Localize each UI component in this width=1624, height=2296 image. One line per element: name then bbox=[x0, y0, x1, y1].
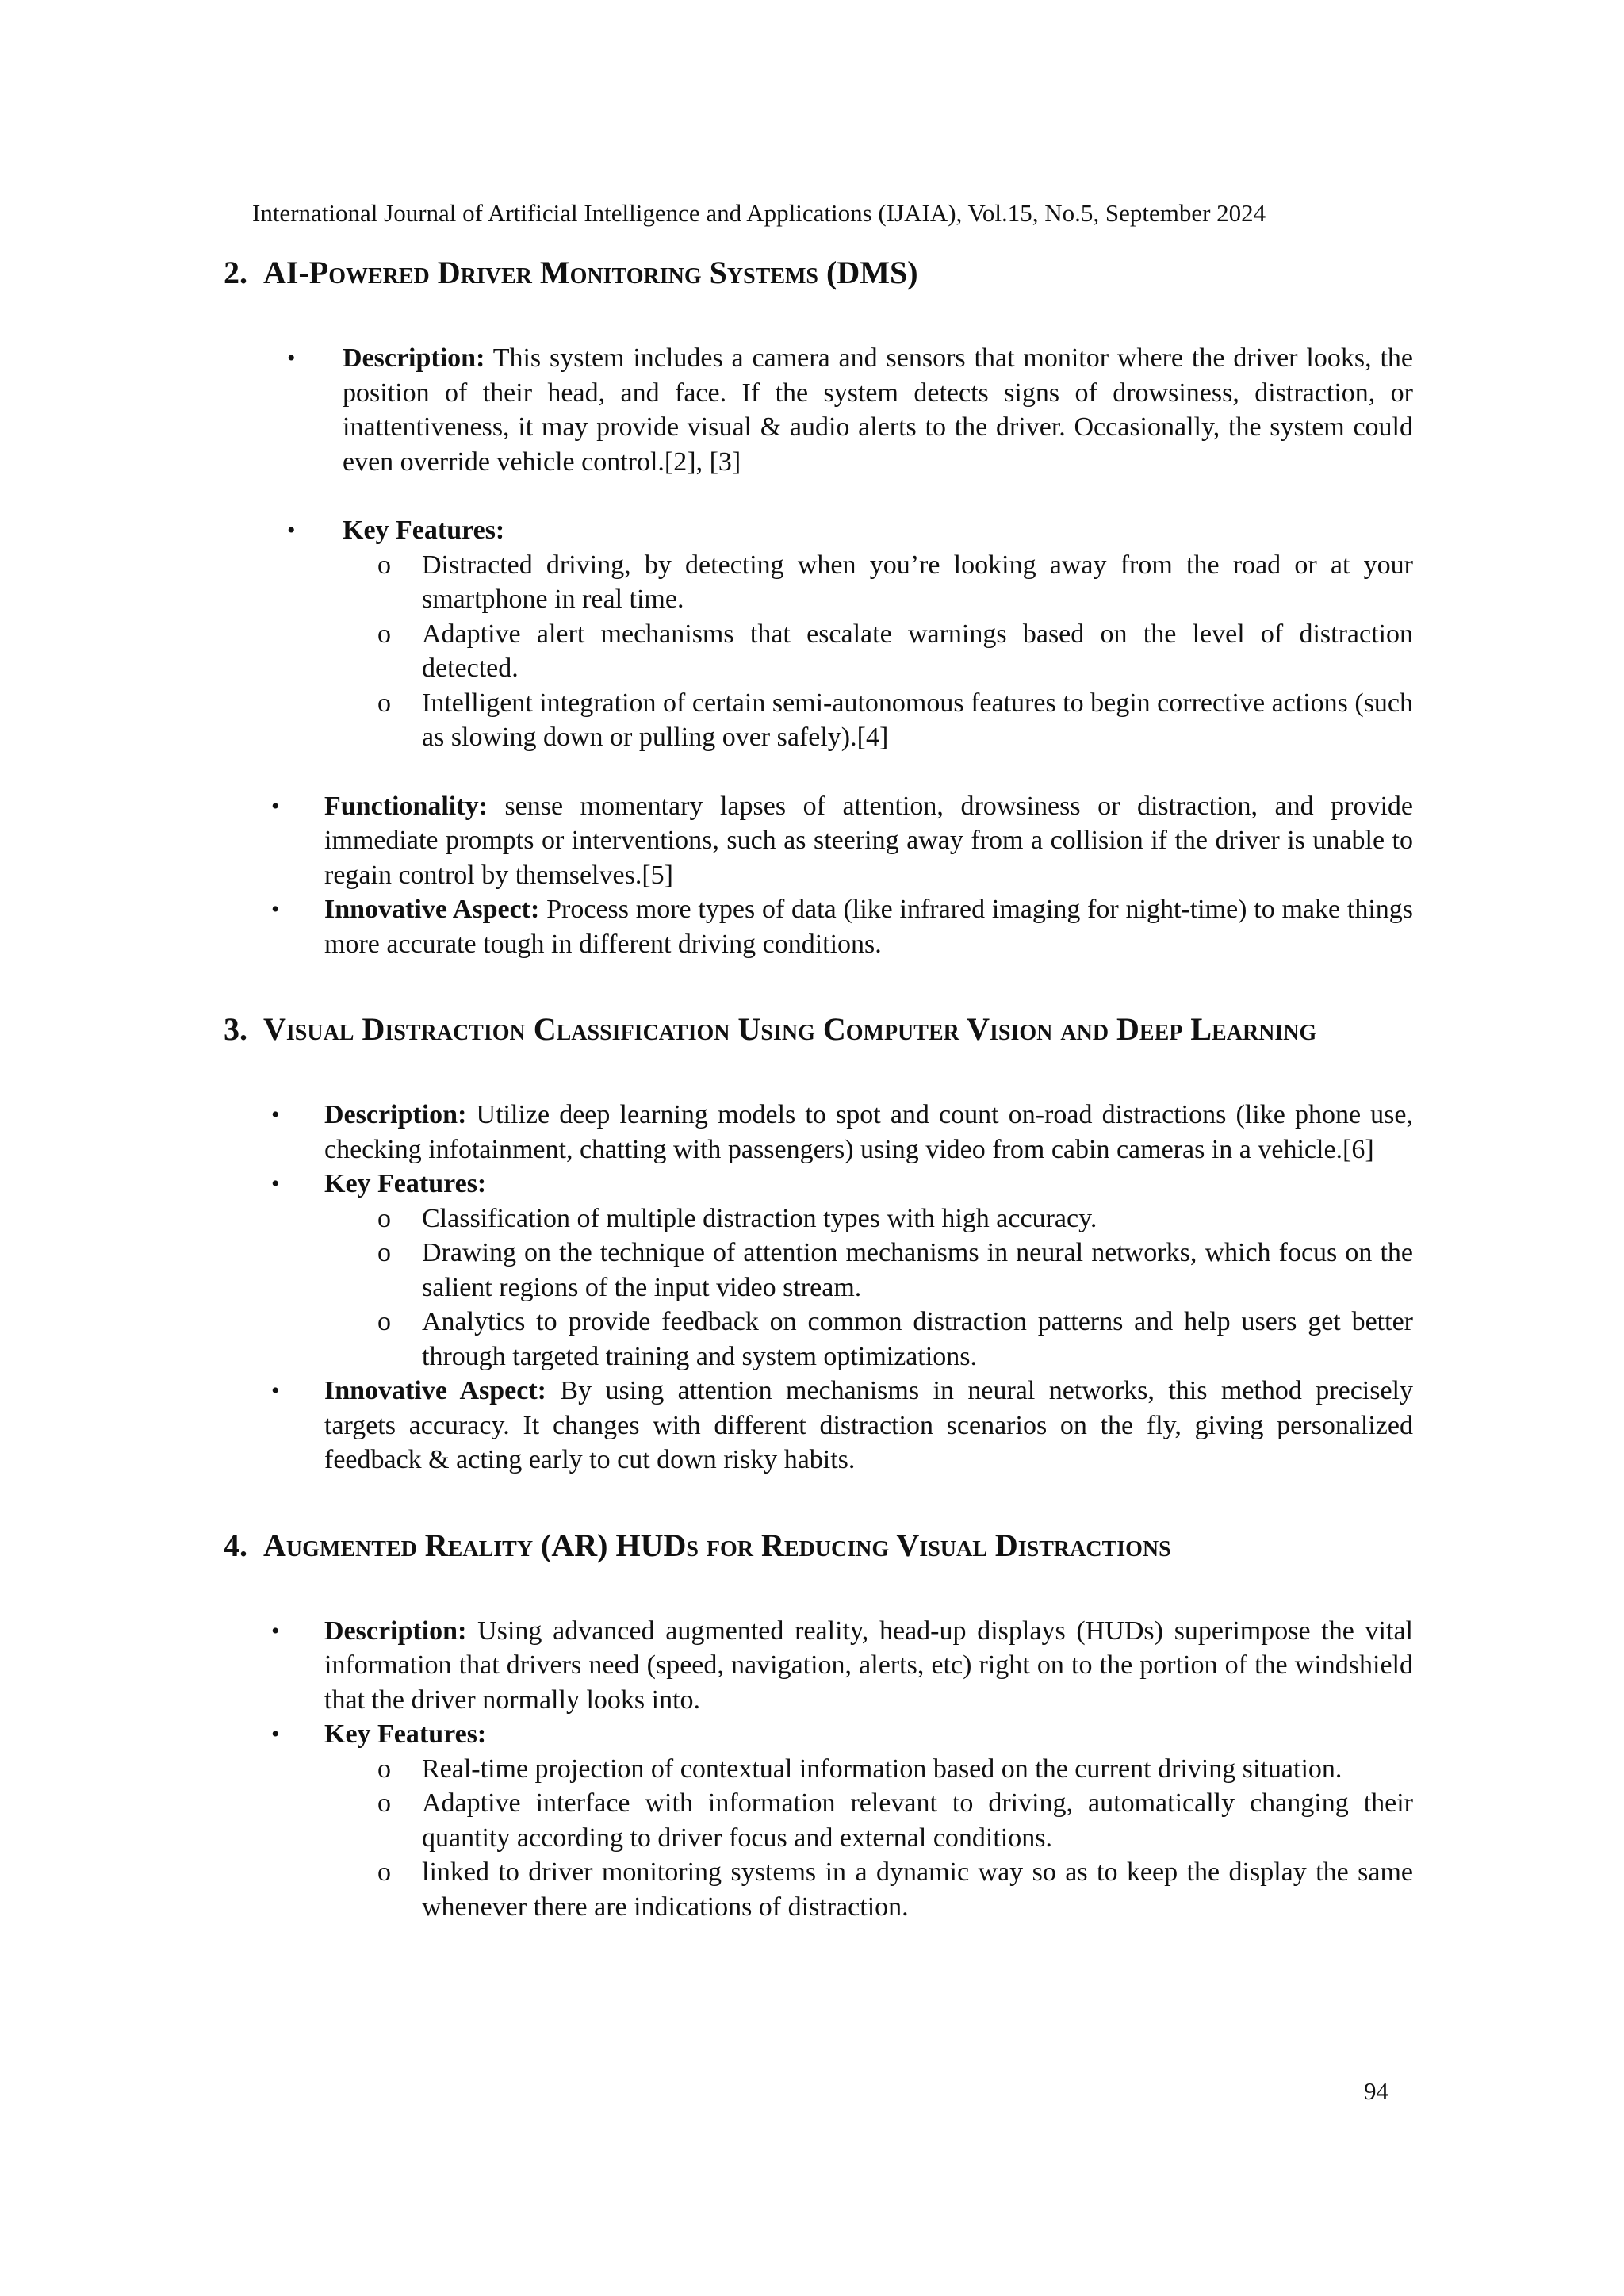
item-label: Functionality: bbox=[324, 791, 488, 821]
sub-list-item: o Drawing on the technique of attention mechanisms in neural networks, which focus on the salient regions of the input video stream. bbox=[422, 1236, 1413, 1305]
bullet-list bbox=[224, 789, 1413, 962]
sub-list-item: o Adaptive alert mechanisms that escalate warnings based on the level of distraction detected. bbox=[422, 617, 1413, 686]
section-heading bbox=[224, 1524, 1413, 1568]
section-title: AI-Powered Driver Monitoring Systems (DMS) bbox=[263, 255, 918, 290]
item-text: sense momentary lapses of attention, drowsiness or distraction, and provide immediate prompts or interventions, such as steering away from a collision if the driver is unable to regain control by themselves.[5] bbox=[324, 791, 1413, 890]
item-text: Using advanced augmented reality, head-up displays (HUDs) superimpose the vital information that drivers need (speed, navigation, alerts, etc) right on to the portion of the windshield that the driver normally looks into. bbox=[324, 1616, 1413, 1715]
section-2 bbox=[224, 251, 1413, 961]
section-number: 3. bbox=[224, 1011, 247, 1047]
sub-list bbox=[324, 1752, 1413, 1925]
item-label: Key Features: bbox=[343, 516, 505, 545]
item-label: Key Features: bbox=[324, 1169, 487, 1198]
list-item-key-features bbox=[224, 1167, 1413, 1374]
section-title: Augmented Reality (AR) HUDs for Reducing Visual Distractions bbox=[263, 1527, 1171, 1563]
list-item-key-features bbox=[224, 1717, 1413, 1924]
list-item-functionality bbox=[224, 789, 1413, 893]
sub-list bbox=[324, 1202, 1413, 1374]
item-label: Innovative Aspect: bbox=[324, 895, 540, 924]
sub-list bbox=[343, 548, 1413, 755]
sub-list-item: o Classification of multiple distraction types with high accuracy. bbox=[422, 1202, 1413, 1236]
item-text: Utilize deep learning models to spot and count on-road distractions (like phone use, checking infotainment, chatting with passengers) using video from cabin cameras in a vehicle.[6] bbox=[324, 1100, 1413, 1164]
bullet-list bbox=[224, 1098, 1413, 1478]
section-4 bbox=[224, 1524, 1413, 1925]
sub-list-item: o Distracted driving, by detecting when you’re looking away from the road or at your smartphone in real time. bbox=[422, 548, 1413, 617]
item-text: Process more types of data (like infrared imaging for night-time) to make things more accurate tough in different driving conditions. bbox=[324, 895, 1414, 959]
section-heading bbox=[224, 1007, 1413, 1052]
running-header: International Journal of Artificial Intelligence and Applications (IJAIA), Vol.15, No.5, September 2024 bbox=[252, 199, 1266, 227]
bullet-list bbox=[224, 341, 1413, 479]
item-label: Description: bbox=[324, 1100, 467, 1129]
section-3 bbox=[224, 1007, 1413, 1478]
sub-list-item: o linked to driver monitoring systems in a dynamic way so as to keep the display the same whenever there are indications of distraction. bbox=[422, 1855, 1413, 1924]
item-label: Description: bbox=[324, 1616, 467, 1646]
sub-list-item: o Real-time projection of contextual information based on the current driving situation. bbox=[422, 1752, 1413, 1787]
list-item-innovative bbox=[224, 1374, 1413, 1478]
list-item-innovative bbox=[224, 892, 1413, 961]
list-item-description bbox=[224, 1614, 1413, 1718]
bullet-list bbox=[224, 513, 1413, 755]
item-text: This system includes a camera and sensors that monitor where the driver looks, the position of their head, and face. If the system detects signs of drowsiness, distraction, or inattentiveness, it may provide visual & audio alerts to the driver. Occasionally, the system could even override vehicle control.[2], [3] bbox=[343, 343, 1413, 477]
list-item-key-features bbox=[224, 513, 1413, 755]
list-item-description bbox=[224, 341, 1413, 479]
sub-list-item: o Intelligent integration of certain semi-autonomous features to begin corrective actions (such as slowing down or pulling over safely).[4] bbox=[422, 686, 1413, 755]
item-label: Innovative Aspect: bbox=[324, 1376, 546, 1405]
item-label: Description: bbox=[343, 343, 485, 373]
section-number: 4. bbox=[224, 1527, 247, 1563]
bullet-list bbox=[224, 1614, 1413, 1925]
item-text: By using attention mechanisms in neural networks, this method precisely targets accuracy. It changes with different distraction scenarios on the fly, giving personalized feedback & acting early to cut down risky habits. bbox=[324, 1376, 1413, 1474]
sub-list-item: o Analytics to provide feedback on common distraction patterns and help users get better through targeted training and system optimizations. bbox=[422, 1305, 1413, 1374]
page-body bbox=[224, 251, 1413, 1924]
list-item-description bbox=[224, 1098, 1413, 1167]
section-heading bbox=[224, 251, 1413, 295]
page-number: 94 bbox=[1364, 2077, 1388, 2105]
sub-list-item: o Adaptive interface with information relevant to driving, automatically changing their quantity according to driver focus and external conditions. bbox=[422, 1786, 1413, 1855]
item-label: Key Features: bbox=[324, 1719, 487, 1749]
section-number: 2. bbox=[224, 255, 247, 290]
section-title: Visual Distraction Classification Using Computer Vision and Deep Learning bbox=[263, 1011, 1317, 1047]
